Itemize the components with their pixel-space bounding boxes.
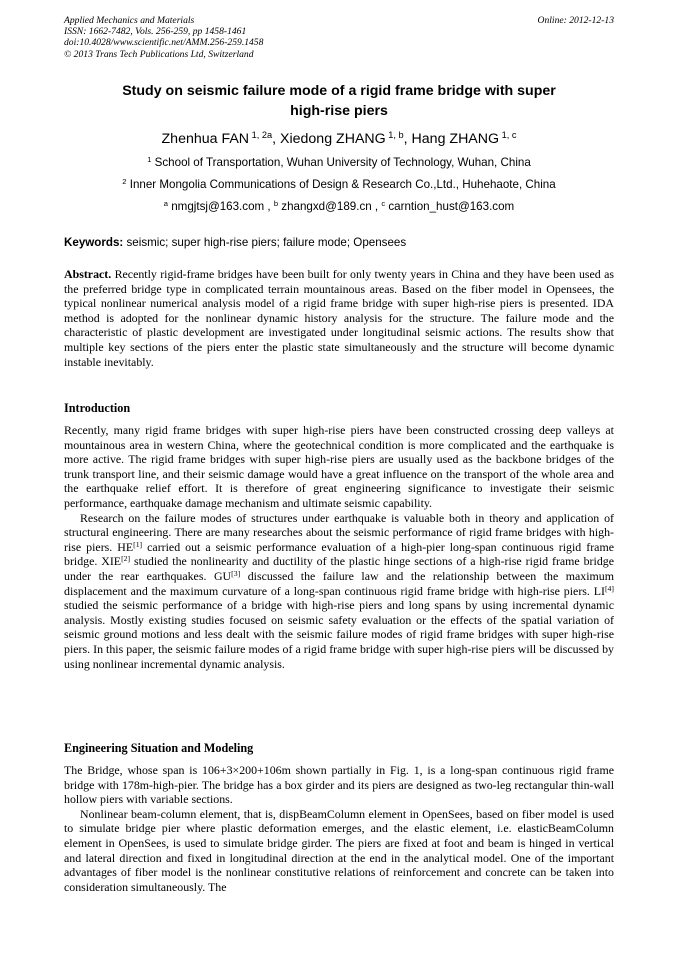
- author-3: , Hang ZHANG: [403, 131, 500, 147]
- copyright-line: © 2013 Trans Tech Publications Ltd, Switzerland: [64, 48, 254, 60]
- issn-line: ISSN: 1662-7482, Vols. 256-259, pp 1458-1461: [64, 26, 247, 38]
- title-line-2: high-rise piers: [290, 103, 388, 119]
- journal-header: [64, 15, 263, 60]
- abstract: [64, 267, 614, 369]
- email-b-sup: b: [273, 198, 279, 208]
- author-list: [64, 130, 614, 148]
- citation-2: [2]: [121, 554, 131, 564]
- author-1: Zhenhua FAN: [161, 131, 250, 147]
- email-line: [64, 200, 614, 214]
- affiliation-1-sup: 1: [147, 154, 152, 164]
- affiliation-1-text: School of Transportation, Wuhan University of Technology, Wuhan, China: [154, 156, 531, 169]
- engineering-paragraph-2: Nonlinear beam-column element, that is, dispBeamColumn element in OpenSees, based on fiber model is used to simulate bridge pier where plastic deformation emerges, and the elastic element, i.e. elasticBeamColumn element in OpenSees, is used to simulate bridge girder. The piers are fixed at foot and beam is hinged in vertical and lateral direction and fixed in longitudinal direction at the end in the analytical model. One of the important advantages of fiber model is the nonlinear constitutive relations of reinforcement and concrete can be taken into consideration simultaneously. The: [64, 806, 614, 894]
- citation-4: [4]: [604, 583, 614, 593]
- doi-line: doi:10.4028/www.scientific.net/AMM.256-259.1458: [64, 37, 264, 49]
- affiliation-2-text: Inner Mongolia Communications of Design & Research Co.,Ltd., Huhehaote, China: [129, 178, 556, 191]
- author-1-sup: 1, 2a: [251, 129, 273, 140]
- citation-1: [1]: [133, 539, 143, 549]
- author-2-sup: 1, b: [388, 129, 404, 140]
- affiliation-2-sup: 2: [122, 176, 127, 186]
- author-2: , Xiedong ZHANG: [272, 131, 386, 147]
- engineering-body: [64, 763, 614, 894]
- abstract-text: Recently rigid-frame bridges have been built for only twenty years in China and they have been used as the preferred bridge type in complicated terrain mountainous areas. Based on the fiber model in Opensees, the typical nonlinear numerical analysis model of a rigid frame bridge with super high-rise piers is presented. IDA method is adopted for the nonlinear dynamic history analysis for the structure. The failure mode and the characteristic of plastic development are investigated under longitudinal seismic actions. The results show that multiple key sections of the piers enter the plastic state simultaneously and the structure will become dynamic instable inevitably.: [64, 267, 614, 369]
- keywords: [64, 236, 614, 250]
- introduction-heading: Introduction: [64, 401, 131, 415]
- email-b: zhangxd@189.cn ,: [281, 200, 382, 213]
- paper-title: [64, 81, 614, 121]
- email-c: carntion_hust@163.com: [388, 200, 515, 213]
- introduction-paragraph-2: Research on the failure modes of structures under earthquake is valuable both in theory and application of structural engineering. There are many researches about the seismic performance of rigid frame bridges with high-rise piers. HE[1] carried out a seismic performance evaluation of a high-pier long-span continuous rigid frame bridge. XIE[2] studied the nonlinearity and ductility of the plastic hinge sections of a high-rise rigid frame bridge under the rear earthquakes. GU[3] discussed the failure law and the relationship between the maximum displacement and the maximum curvature of a long-span continuous rigid frame bridge with high-rise piers. LI[4] studied the seismic performance of a bridge with high-rise piers and long spans by using incremental dynamic analysis. Mostly existing studies focused on seismic safety evaluation or the effects of the spatial variation of seismic ground motions and less dealt with the seismic failure modes of rigid frame bridges with super high-rise piers. In this paper, the seismic failure modes of a rigid frame bridge with super high-rise piers will be discussed by using nonlinear incremental dynamic analysis.: [64, 510, 614, 671]
- abstract-label: Abstract.: [64, 267, 112, 281]
- keywords-text: seismic; super high-rise piers; failure mode; Opensees: [123, 236, 407, 249]
- affiliation-2: [64, 178, 614, 192]
- title-line-1: Study on seismic failure mode of a rigid frame bridge with super: [122, 83, 556, 99]
- journal-name: Applied Mechanics and Materials: [64, 15, 195, 26]
- introduction-body: [64, 423, 614, 671]
- citation-3: [3]: [231, 568, 241, 578]
- author-3-sup: 1, c: [501, 129, 517, 140]
- online-date: Online: 2012-12-13: [537, 15, 614, 26]
- engineering-heading: Engineering Situation and Modeling: [64, 741, 254, 755]
- keywords-label: Keywords:: [64, 236, 124, 249]
- email-a: nmgjtsj@163.com ,: [171, 200, 274, 213]
- introduction-paragraph-1: Recently, many rigid frame bridges with super high-rise piers have been constructed crossing deep valleys at mountainous area in western China, where the geotechnical condition is more complicated and the earthquake is more active. The rigid frame bridges with super high-rise piers are usually used as the backbone bridges of the trunk transport line, and their seismic damage would have a great influence on the transport of the whole area and the earthquake relief effort. It is therefore of great engineering significance to investigate their seismic performance, earthquake damage mechanism and ultimate seismic capability.: [64, 423, 614, 510]
- affiliation-1: [64, 156, 614, 170]
- email-c-sup: c: [381, 198, 386, 208]
- engineering-paragraph-1: The Bridge, whose span is 106+3×200+106m shown partially in Fig. 1, is a long-span continuous rigid frame bridge with 178m-high-pier. The bridge has a box girder and its piers are designed as two-leg rectangular thin-wall hollow piers with variable sections.: [64, 763, 614, 807]
- email-a-sup: a: [163, 198, 168, 208]
